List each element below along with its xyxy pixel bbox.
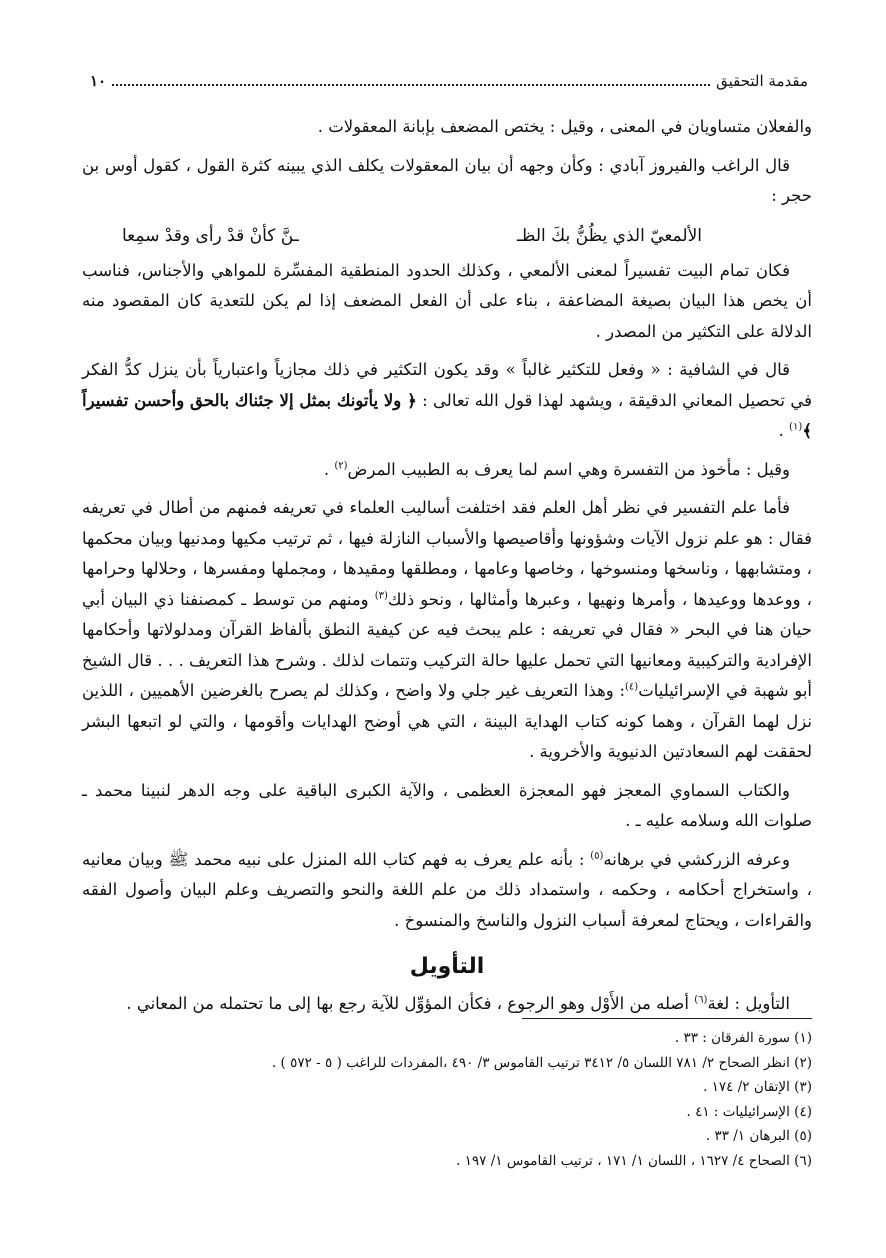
footnote-ref-3: (٣) [374, 590, 388, 601]
paragraph-8-text-b: : بأنه علم يعرف به فهم كتاب الله المنزل على نبيه محمد ﷺ وبيان معانيه ، واستخراج أحكامه ، وحكمه ، واستمداد ذلك من علم اللغة والنحو والتصريف وعلم البيان وأصول الفقه والقراءات ، ويحتاج لمعرفة أسباب النزول والناسخ والمنسوخ . [82, 849, 812, 930]
footnote-1: (١) سورة الفرقان : ٣٣ . [674, 1030, 812, 1046]
paragraph-8 [82, 845, 812, 937]
paragraph-5-text: وقيل : مأخوذ من التفسرة وهي اسم لما يعرف به الطبيب المرض [347, 459, 790, 479]
footnote-ref-2: (٢) [334, 460, 348, 471]
paragraph-4 [82, 355, 812, 447]
footnotes-list [212, 1026, 812, 1173]
paragraph-4-end: . [778, 421, 790, 440]
paragraph-6-text-a: فأما علم التفسير في نظر أهل العلم فقد اختلفت أساليب العلماء في تعريفه فمنهم من أطال في تعريفه فقال : هو علم نزول الآيات وشؤونها وأقاصيصها والأسباب النازلة فيها ، ثم ترتيب مكيها ومدنيها وبيان محكمها ، ومتشابهها ، وناسخها ومنسوخها ، وخاصها وعامها ، ومطلقها ومقيدها ، ومجملها ومفسرها ، وحلالها وحرامها ، ووعدها ووعيدها ، وأمرها ونهيها ، وعبرها وأمثالها ، ونحو ذلك [82, 498, 813, 609]
header-title: مقدمة التحقيق [716, 72, 808, 90]
footnote-ref-6: (٦) [694, 994, 708, 1006]
paragraph-9 [82, 989, 812, 1020]
footnote-3: (٣) الإتقان ٢/ ١٧٤ . [703, 1079, 812, 1095]
footnote-5: (٥) البرهان ١/ ٣٣ . [705, 1128, 812, 1144]
paragraph-5-end: . [323, 459, 335, 479]
footnote-ref-4: (٤) [625, 681, 639, 693]
header-dot-leader [112, 84, 710, 86]
paragraph-9-text-b: أصله من الأَوْل وهو الرجوع ، فكأن المؤوِّل للآية رجع بها إلى ما تحتمله من المعاني . [126, 994, 695, 1013]
poem-second-hemistich: ـنَّ كأنْ قدْ رأى وقدْ سمِعا [122, 225, 299, 246]
paragraph-2: قال الراغب والفيروز آبادي : وكأن وجهه أن بيان المعقولات يكلف الذي يبينه كثرة القول ، كقول أوس بن حجر : [82, 155, 812, 205]
footnote-separator [522, 1018, 812, 1019]
running-header [82, 72, 812, 96]
paragraph-4-text: قال في الشافية : « وفعل للتكثير غالباً » وقد يكون التكثير في ذلك مجازياً واعتبارياً بأن ينزل كدُّ الفكر في تحصيل المعاني الدقيقة ، ويشهد لهذا قول الله تعالى : [82, 360, 812, 410]
footnote-ref-1: (١) [789, 421, 803, 433]
footnote-2: (٢) انظر الصحاح ٢/ ٧٨١ اللسان ٥/ ٣٤١٢ ترتيب القاموس ٣/ ٤٩٠ ،المفردات للراغب ( ٥ - ٥٧٢ ) . [271, 1054, 812, 1071]
paragraph-6-text-c: : وهذا التعريف غير جلي ولا واضح ، وكذلك لم يصرح بالغرضين الأهميين ، اللذين نزل لهما القرآن ، وهما كونه كتاب الهداية البينة ، التي هي أوضح الهدايات وأقومها ، والتي لو اتبعها البشر لحققت لهم السعادتين الدنيوية والأخروية . [82, 681, 812, 761]
paragraph-9-text-a: التأويل : لغة [707, 994, 790, 1013]
paragraph-5 [82, 455, 812, 486]
paragraph-7: والكتاب السماوي المعجز فهو المعجزة العظمى ، والآية الكبرى الباقية على وجه الدهر لنبينا محمد ـ صلوات الله وسلامه عليه ـ . [82, 780, 812, 830]
page-number: ١٠ [90, 72, 107, 90]
paragraph-6-text-b: ومنهم من توسط ـ كمصنفنا ذي البيان أبي حيان هنا في البحر « فقال في تعريفه : علم يبحث فيه عن كيفية النطق بألفاظ القرآن ومدلولاتها وأحكامها الإفرادية والتركيبية ومعانيها التي تحمل عليها حالة التركيب وتتمات لذلك . وشرح هذا التعريف . . . قال الشيخ أبو شهبة في الإسرائيليات [82, 589, 812, 700]
section-heading: التأويل [409, 954, 485, 979]
paragraph-1: والفعلان متساويان في المعنى ، وقيل : يختص المضعف بإبانة المعقولات . [317, 117, 812, 136]
paragraph-6 [82, 493, 812, 768]
poem-verse [82, 220, 812, 252]
footnote-ref-5: (٥) [590, 850, 604, 861]
quran-verse: ﴿ ولا يأتونك بمثل إلا جئناك بالحق وأحسن تفسيراً ﴾ [82, 390, 812, 440]
paragraph-8-text-a: وعرفه الزركشي في برهانه [603, 849, 790, 869]
footnote-6: (٦) الصحاح ٤/ ١٦٢٧ ، اللسان ١/ ١٧١ ، ترتيب القاموس ١/ ١٩٧ . [456, 1152, 812, 1169]
paragraph-3: فكان تمام البيت تفسيراً لمعنى الألمعي ، وكذلك الحدود المنطقية المفسِّرة للمواهي والأجناس، فناسب أن يخص هذا البيان بصيغة المضاعفة ، بناء على أن الفعل المضعف إذا لم يكن للتعدية كان المقصود منه الدلالة على التكثير من المصدر . [82, 260, 812, 341]
poem-first-hemistich: الألمعيّ الذي يظُنُّ بكَ الظـ [516, 225, 702, 246]
body-text [82, 112, 812, 1028]
footnote-4: (٤) الإسرائيليات : ٤١ . [686, 1103, 812, 1120]
